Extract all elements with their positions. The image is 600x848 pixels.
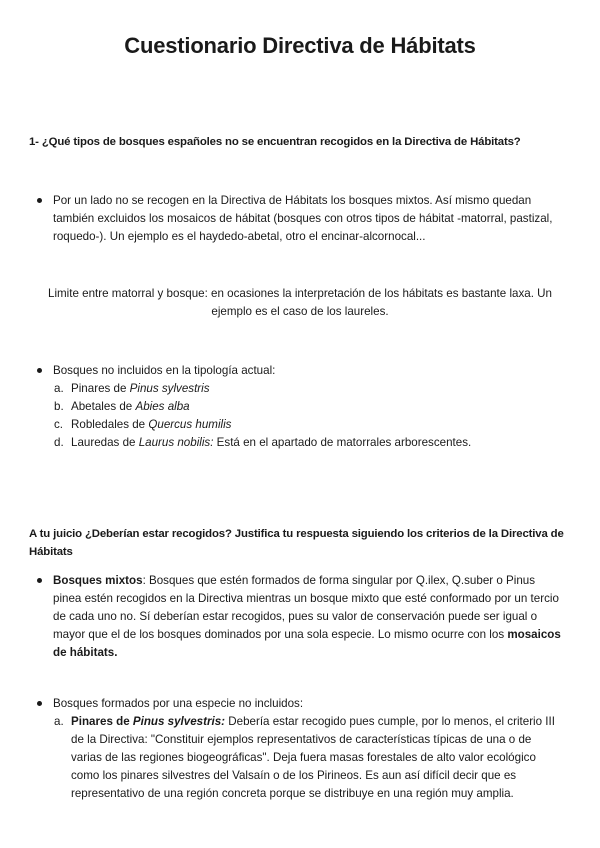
item-species: Pinus sylvestris <box>129 382 210 395</box>
item-species: Quercus humilis <box>148 418 232 431</box>
bullet-dot <box>37 368 42 373</box>
list-item <box>53 380 557 398</box>
bullet-dot <box>37 578 42 583</box>
bullet-dot <box>37 198 42 203</box>
list-item <box>53 416 557 434</box>
item-text: Abetales de <box>71 400 136 413</box>
bullet-intro: Bosques formados por una especie no incluidos: <box>53 697 304 710</box>
item-species: Abies alba <box>135 400 190 413</box>
item-rest: Está en el apartado de matorrales arborescentes. <box>213 436 472 449</box>
answer-bullet-mixed-forests <box>37 192 557 246</box>
list-item <box>53 434 557 452</box>
item-text: Debería estar recogido pues cumple, por lo menos, el criterio III de la Directiva: "Constituir ejemplos representativos de características típicas de una o de varias de las regiones biogeográficas". Deja fuera masas forestales de alto valor ecológico como los pinares silvestres del Valsaín o de los Pirineos. Es aun así difícil decir que es representativo de una región concreta porque se distribuye en una región muy amplia. <box>71 715 555 800</box>
bullet-intro: Bosques no incluidos en la tipología actual: <box>53 364 276 377</box>
list-marker: a. <box>54 715 64 728</box>
item-species: Pinus sylvestris: <box>132 715 226 728</box>
list-item <box>53 713 565 803</box>
item-species: Laurus nobilis: <box>138 436 214 449</box>
centered-paragraph: Limite entre matorral y bosque: en ocasiones la interpretación de los hábitats es bastante laxa. Un ejemplo es el caso de los laureles. <box>48 287 552 318</box>
item-text: Robledales de <box>71 418 149 431</box>
bullet-lead: Bosques mixtos <box>53 574 143 587</box>
answer-bullet-mixed-justification <box>37 572 565 662</box>
item-text: Pinares de <box>71 382 130 395</box>
list-marker: a. <box>54 382 64 395</box>
item-text: Lauredas de <box>71 436 139 449</box>
bullet-dot <box>37 701 42 706</box>
list-marker: c. <box>54 418 64 431</box>
question-1: 1- ¿Qué tipos de bosques españoles no se encuentran recogidos en la Directiva de Hábitats? <box>29 136 521 148</box>
list-item <box>53 398 557 416</box>
bullet-text: Por un lado no se recogen en la Directiva de Hábitats los bosques mixtos. Así mismo quedan también excluidos los mosaicos de hábitat (bosques con otros tipos de hábitat -matorral, pastizal, roquedo-). Un ejemplo es el haydedo-abetal, otro el encinar-alcornocal... <box>53 194 553 243</box>
excluded-forest-list <box>53 380 557 452</box>
answer-bullet-single-species <box>37 695 565 803</box>
item-lead: Pinares de <box>71 715 133 728</box>
answer-bullet-excluded-forests <box>37 362 557 452</box>
single-species-list <box>53 713 565 803</box>
list-marker: b. <box>54 400 64 413</box>
list-marker: d. <box>54 436 64 449</box>
question-2: A tu juicio ¿Deberían estar recogidos? Justifica tu respuesta siguiendo los criterios de la Directiva de Hábitats <box>29 528 564 558</box>
bullet-text: : Bosques que estén formados de forma singular por Q.ilex, Q.suber o Pinus pinea estén recogidos en la Directiva mientras un bosque mixto que esté conformado por un tercio de cada uno no. Sí deberían estar recogidos, pues su valor de conservación puede ser igual o mayor que el de los bosques dominados por una sola especie. Lo mismo ocurre con los <box>53 574 559 641</box>
page-title: Cuestionario Directiva de Hábitats <box>124 33 476 58</box>
bullet-tail: mosaicos de hábitats. <box>53 628 561 659</box>
